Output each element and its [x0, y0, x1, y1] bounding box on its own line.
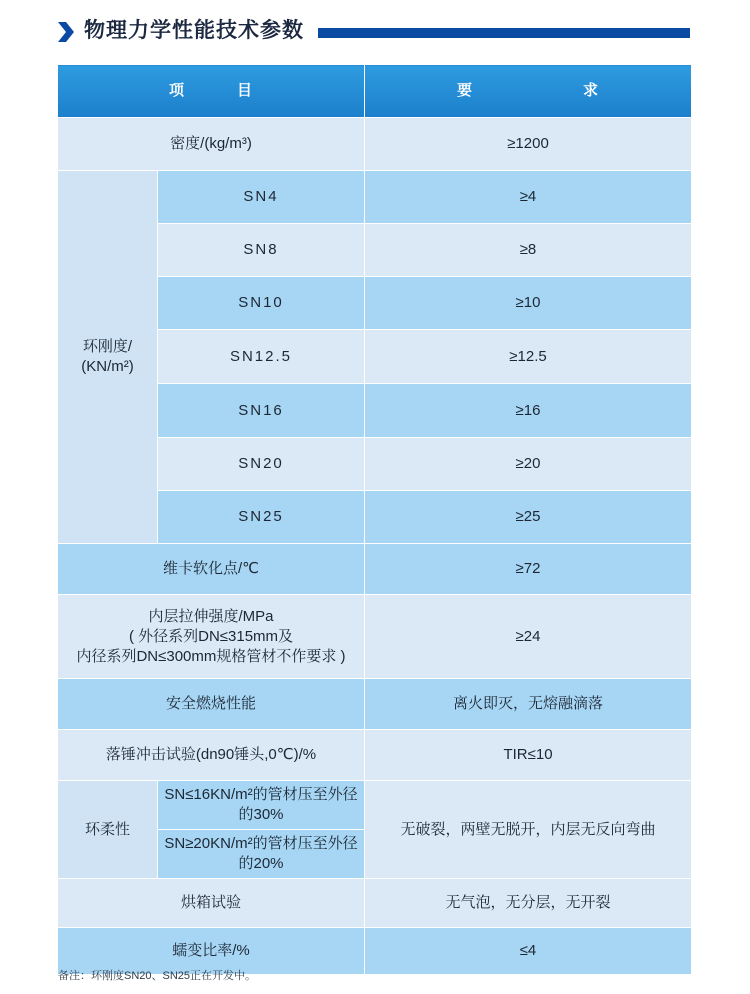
- table-header-row: [58, 65, 692, 118]
- row-label: 密度/(kg/m³): [58, 118, 365, 171]
- column-header-requirement: 要 求: [365, 65, 692, 118]
- column-header-item: 项 目: [58, 65, 365, 118]
- row-value: ≥25: [365, 491, 692, 544]
- row-value: 无气泡，无分层，无开裂: [365, 879, 692, 928]
- table-row-vicat: [58, 544, 692, 595]
- row-value: ≥1200: [365, 118, 692, 171]
- table-row-impact: [58, 730, 692, 781]
- table-row-ring-stiffness: [58, 171, 692, 224]
- row-label: 维卡软化点/℃: [58, 544, 365, 595]
- table-row-oven: [58, 879, 692, 928]
- row-value: ≤4: [365, 928, 692, 975]
- condition-cell: SN≥20KN/m²的管材压至外径的20%: [158, 830, 365, 879]
- row-value: ≥20: [365, 438, 692, 491]
- row-label: 落锤冲击试验(dn90锤头,0℃)/%: [58, 730, 365, 781]
- row-value: ≥4: [365, 171, 692, 224]
- row-value: 无破裂，两壁无脱开，内层无反向弯曲: [365, 781, 692, 879]
- grade-cell: SN4: [158, 171, 365, 224]
- page-title: 物理力学性能技术参数: [84, 19, 304, 42]
- grade-cell: SN20: [158, 438, 365, 491]
- grade-cell: SN12.5: [158, 330, 365, 384]
- row-label: 烘箱试验: [58, 879, 365, 928]
- row-value: ≥12.5: [365, 330, 692, 384]
- table-row-fire: [58, 679, 692, 730]
- table-row-tensile: [58, 595, 692, 679]
- row-value: TIR≤10: [365, 730, 692, 781]
- grade-cell: SN25: [158, 491, 365, 544]
- section-header: [0, 0, 750, 62]
- row-value: ≥8: [365, 224, 692, 277]
- row-value: ≥16: [365, 384, 692, 438]
- flexibility-label: 环柔性: [58, 781, 158, 879]
- grade-cell: SN8: [158, 224, 365, 277]
- title-accent-bar: [318, 28, 690, 38]
- ring-stiffness-label: 环刚度/ (KN/m²): [58, 171, 158, 544]
- condition-cell: SN≤16KN/m²的管材压至外径的30%: [158, 781, 365, 830]
- row-value: ≥24: [365, 595, 692, 679]
- grade-cell: SN16: [158, 384, 365, 438]
- grade-cell: SN10: [158, 277, 365, 330]
- row-value: ≥10: [365, 277, 692, 330]
- chevron-right-icon: [56, 22, 76, 42]
- row-value: 离火即灭，无熔融滴落: [365, 679, 692, 730]
- row-label: 安全燃烧性能: [58, 679, 365, 730]
- table-row-density: [58, 118, 692, 171]
- spec-table: [57, 64, 692, 975]
- footnote: 备注：环刚度SN20、SN25正在开发中。: [58, 970, 257, 982]
- row-label: 蠕变比率/%: [58, 928, 365, 975]
- row-label: 内层拉伸强度/MPa ( 外径系列DN≤315mm及 内径系列DN≤300mm规格管材不作要求 ): [58, 595, 365, 679]
- row-value: ≥72: [365, 544, 692, 595]
- table-row-flexibility: [58, 781, 692, 830]
